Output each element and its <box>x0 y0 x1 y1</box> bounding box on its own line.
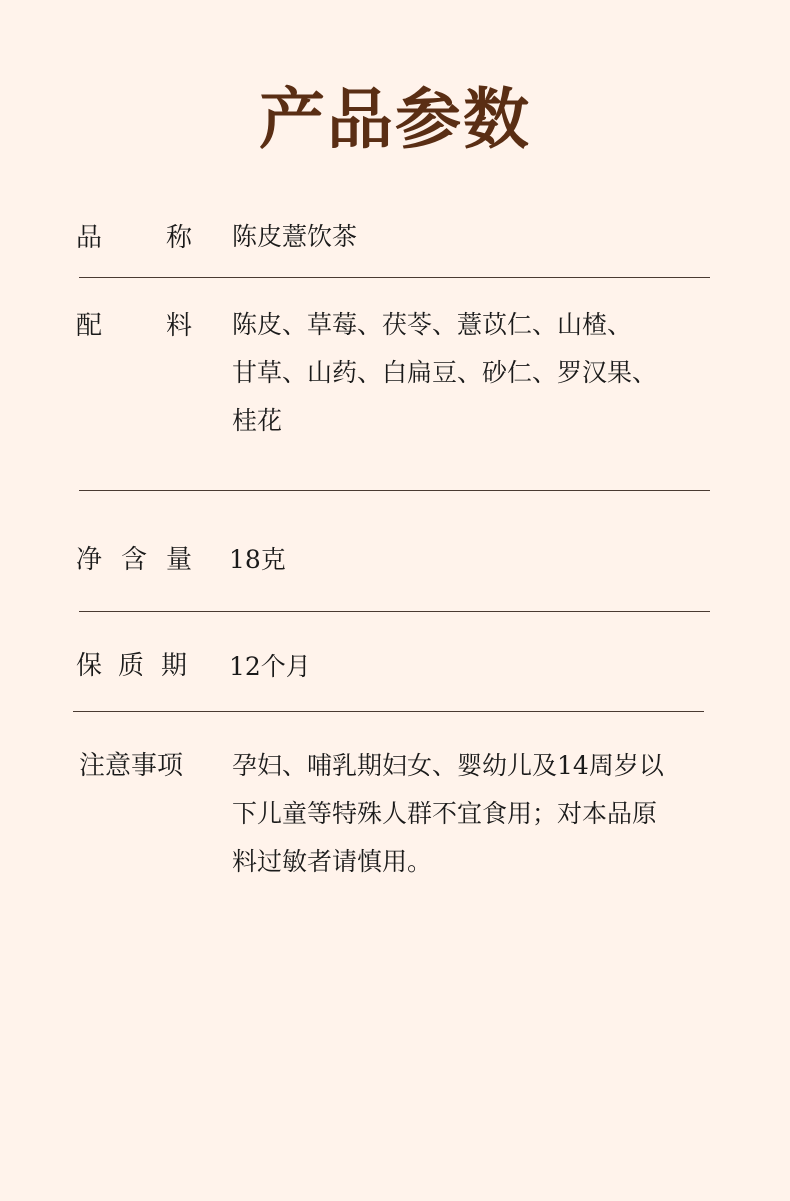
row-label-char: 称 <box>166 223 193 253</box>
row-label-char: 净 <box>76 545 103 575</box>
row-label-char: 期 <box>161 651 188 681</box>
page-title: 产品参数 <box>259 80 531 158</box>
row-label-char: 品 <box>76 223 103 253</box>
value-line: 陈皮、草莓、茯苓、薏苡仁、山楂、 <box>232 310 633 339</box>
row-label: 注意事项 <box>79 751 184 781</box>
divider <box>79 490 710 491</box>
row-value <box>232 213 357 261</box>
row-value <box>229 643 311 691</box>
row-label-char: 质 <box>118 651 145 681</box>
divider <box>79 611 710 612</box>
value-line: 下儿童等特殊人群不宜食用；对本品原 <box>232 799 658 828</box>
value-line: 甘草、山药、白扁豆、砂仁、罗汉果、 <box>232 358 658 387</box>
row-label-char: 料 <box>166 311 193 341</box>
row-label-char: 保 <box>76 651 103 681</box>
value-line: 12个月 <box>229 652 311 681</box>
value-line: 料过敏者请慎用。 <box>232 847 433 876</box>
value-line: 18克 <box>229 545 286 574</box>
divider <box>79 277 710 278</box>
row-label-char: 量 <box>166 545 193 575</box>
row-value <box>232 301 657 445</box>
value-line: 陈皮薏饮茶 <box>232 222 358 251</box>
row-label-char: 含 <box>121 545 148 575</box>
value-line: 桂花 <box>232 406 283 435</box>
divider <box>73 711 704 712</box>
value-line: 孕妇、哺乳期妇女、婴幼儿及14周岁以 <box>232 751 664 780</box>
row-value <box>232 742 664 886</box>
row-label-char: 配 <box>76 311 103 341</box>
row-value <box>229 536 286 584</box>
